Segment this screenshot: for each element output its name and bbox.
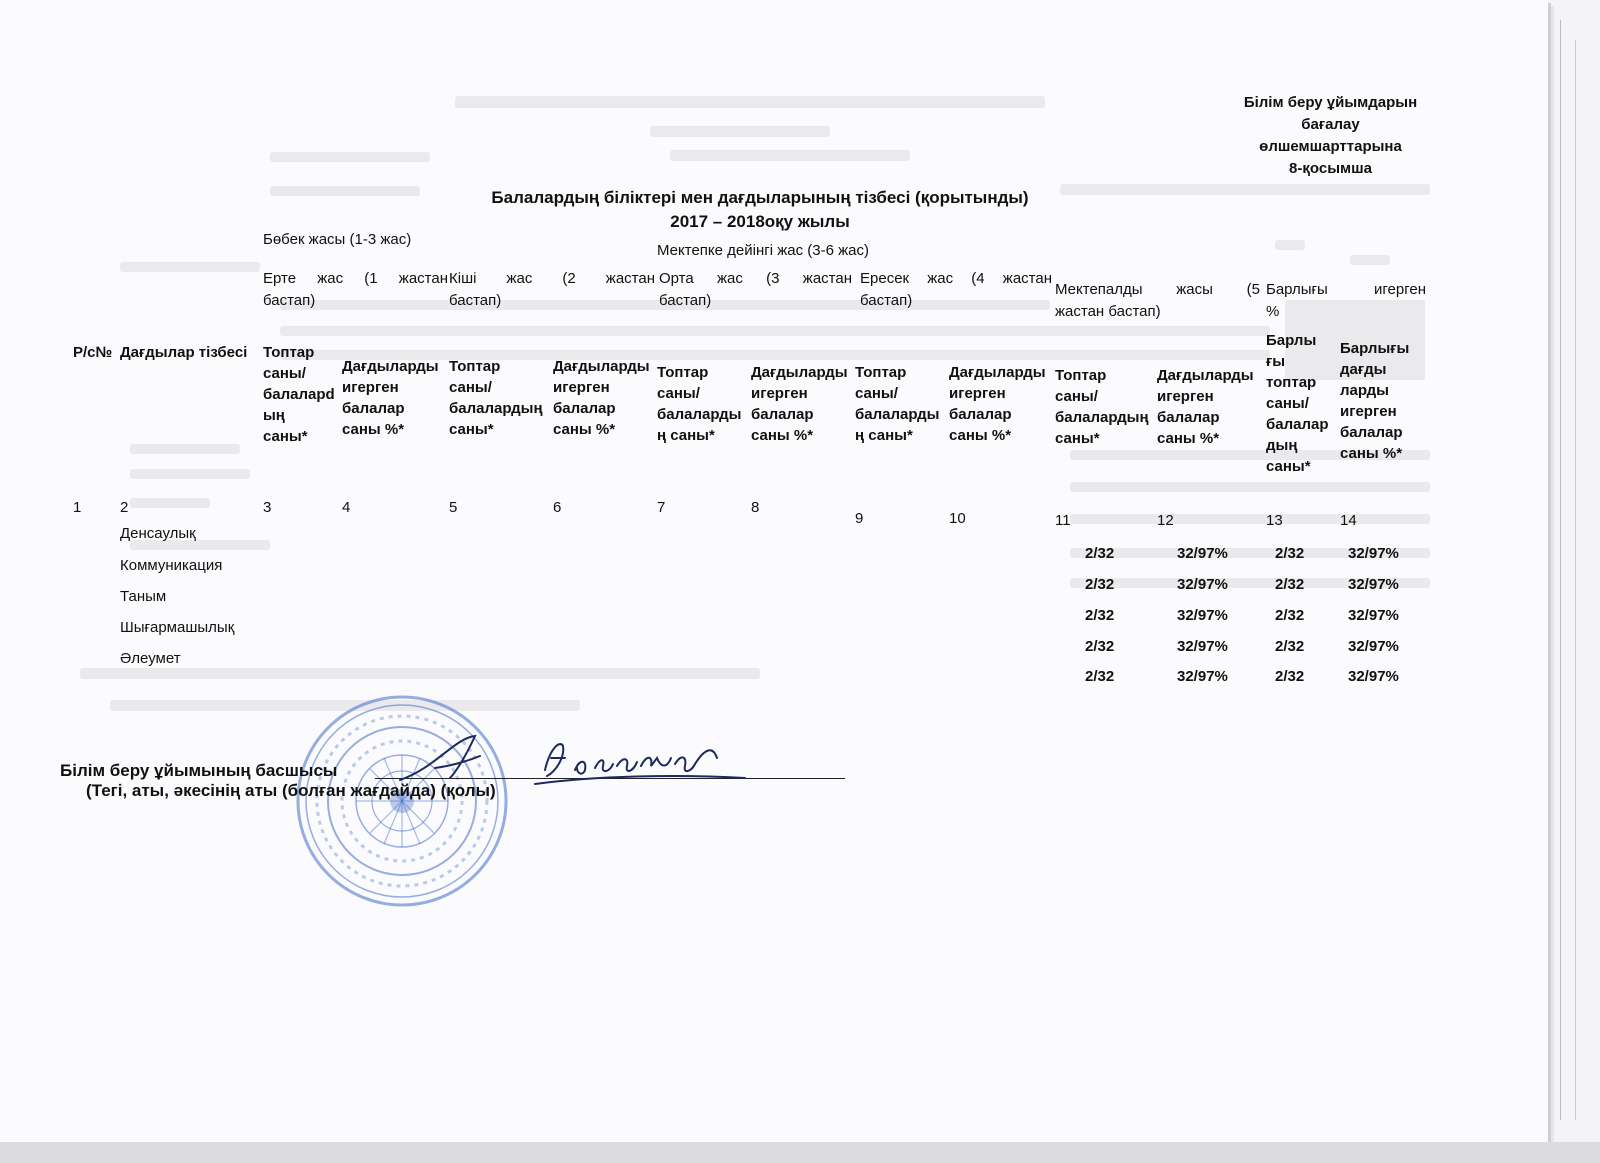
skill-label: Таным [120, 588, 167, 605]
value-cell: 32/97% [1177, 668, 1228, 685]
official-seal [293, 692, 511, 910]
column-number: 11 [1055, 512, 1071, 529]
page-edge [1575, 40, 1576, 1120]
group-header-total: Барлығы игерген % [1266, 281, 1426, 320]
column-number: 5 [449, 499, 458, 516]
value-cell: 2/32 [1085, 607, 1115, 624]
column-header-num: Р/с№ [73, 344, 113, 361]
value-cell: 32/97% [1348, 638, 1399, 655]
value-cell: 2/32 [1275, 668, 1305, 685]
value-cell: 2/32 [1085, 576, 1115, 593]
column-header-c14: Барлығы дағды ларды игерген балалар саны %* [1340, 340, 1410, 462]
value-cell: 32/97% [1177, 545, 1228, 562]
column-header-c9: Топтар саны/ балаларды ң саны* [855, 364, 940, 444]
column-header-c13: Барлы ғы топтар саны/ балалар дың саны* [1266, 332, 1329, 475]
skill-label: Денсаулық [120, 525, 196, 542]
group-header-middle: Орта жас (3 жастан бастап) [659, 270, 852, 309]
column-number: 13 [1266, 512, 1283, 529]
scan-margin [0, 1142, 1600, 1163]
value-cell: 2/32 [1275, 607, 1305, 624]
document-title [380, 186, 1140, 234]
annex-line: өлшемшарттарына [1259, 138, 1402, 155]
age-group-infant: Бөбек жасы (1-3 жас) [263, 231, 412, 248]
column-number: 3 [263, 499, 272, 516]
column-number: 14 [1340, 512, 1357, 529]
title-line: 2017 – 2018оқу жылы [670, 212, 850, 231]
value-cell: 32/97% [1348, 576, 1399, 593]
value-cell: 2/32 [1275, 545, 1305, 562]
group-header-preschool-group: Мектепалды жасы (5 жастан бастап) [1055, 281, 1260, 320]
value-cell: 2/32 [1275, 576, 1305, 593]
column-number: 6 [553, 499, 562, 516]
value-cell: 2/32 [1085, 668, 1115, 685]
column-header-c5: Топтар саны/ балалардың саны* [449, 358, 543, 438]
value-cell: 2/32 [1275, 638, 1305, 655]
column-number: 12 [1157, 512, 1174, 529]
column-header-c8: Дағдыларды игерген балалар саны %* [751, 364, 848, 444]
column-number: 1 [73, 499, 82, 516]
column-header-skills: Дағдылар тізбесі [120, 344, 248, 361]
value-cell: 32/97% [1177, 638, 1228, 655]
column-header-c11: Топтар саны/ балалардың саны* [1055, 367, 1149, 447]
title-line: Балалардың біліктері мен дағдыларының тізбесі (қорытынды) [491, 188, 1029, 207]
group-header-junior: Кіші жас (2 жастан бастап) [449, 270, 655, 309]
value-cell: 32/97% [1177, 607, 1228, 624]
value-cell: 2/32 [1085, 545, 1115, 562]
annex-line: 8-қосымша [1289, 160, 1372, 177]
column-header-c3: Топтар саны/ балаларd ың саны* [263, 344, 335, 445]
annex-line: Білім беру ұйымдарын [1243, 94, 1418, 111]
value-cell: 32/97% [1348, 545, 1399, 562]
column-number: 9 [855, 510, 864, 527]
column-header-c4: Дағдыларды игерген балалар саны %* [342, 358, 439, 438]
column-number: 10 [949, 510, 966, 527]
name-hint: (Тегі, аты, әкесінің аты (болған жағдайда) (қолы) [86, 781, 496, 800]
value-cell: 32/97% [1348, 607, 1399, 624]
skill-label: Коммуникация [120, 557, 223, 574]
group-header-senior: Ересек жас (4 жастан бастап) [860, 270, 1052, 309]
skill-label: Шығармашылық [120, 619, 235, 636]
column-header-c12: Дағдыларды игерген балалар саны %* [1157, 367, 1254, 447]
page-edge [1560, 20, 1561, 1120]
column-number: 8 [751, 499, 760, 516]
head-label: Білім беру ұйымының басшысы [60, 761, 338, 780]
value-cell: 2/32 [1085, 638, 1115, 655]
column-header-c6: Дағдыларды игерген балалар саны %* [553, 358, 650, 438]
annex-line: бағалау [1301, 116, 1360, 133]
age-group-preschool: Мектепке дейінгі жас (3-6 жас) [657, 242, 869, 259]
value-cell: 32/97% [1348, 668, 1399, 685]
value-cell: 32/97% [1177, 576, 1228, 593]
column-number: 7 [657, 499, 666, 516]
skill-label: Әлеумет [120, 650, 181, 667]
column-number: 2 [120, 499, 129, 516]
column-header-c10: Дағдыларды игерген балалар саны %* [949, 364, 1046, 444]
column-number: 4 [342, 499, 351, 516]
annex-note [1243, 92, 1418, 180]
column-header-c7: Топтар саны/ балаларды ң саны* [657, 364, 742, 444]
group-header-early: Ерте жас (1 жастан бастап) [263, 270, 448, 309]
